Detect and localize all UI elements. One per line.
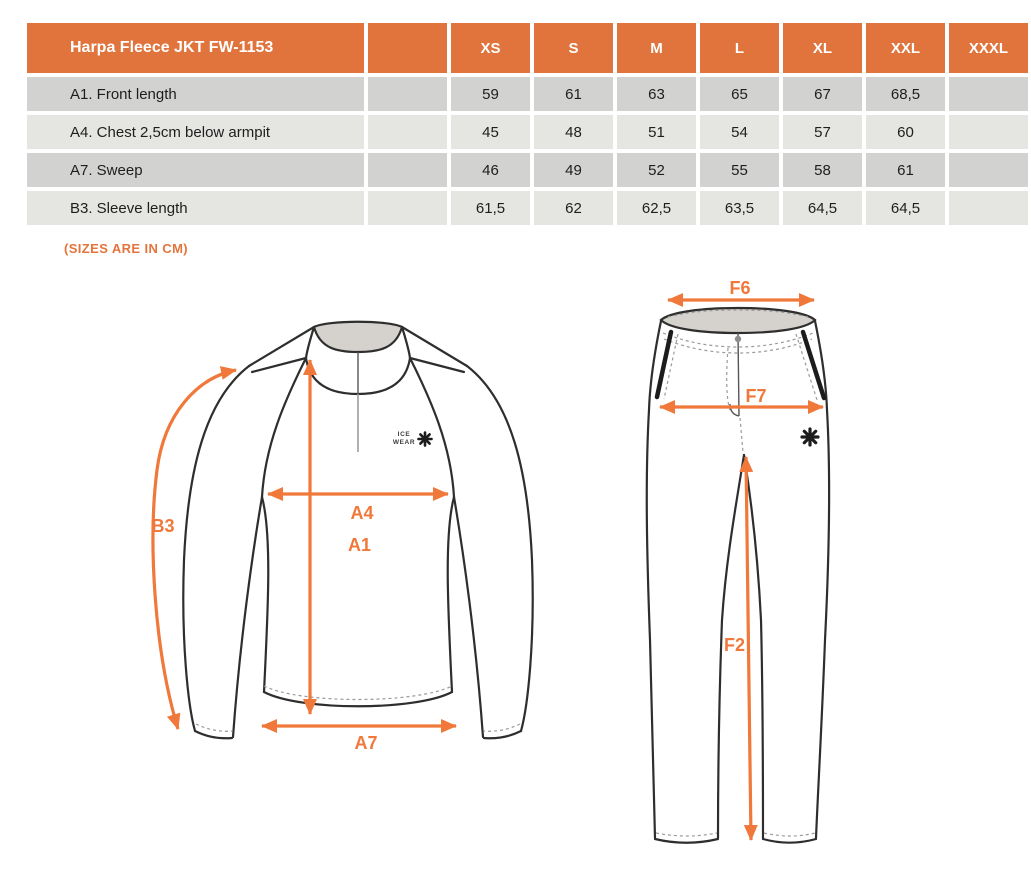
icewear-snowflake-icon bbox=[802, 429, 818, 445]
value-cell: 46 bbox=[451, 153, 530, 187]
value-cell: 60 bbox=[866, 115, 945, 149]
value-cell: 64,5 bbox=[783, 191, 862, 225]
value-cell bbox=[949, 153, 1028, 187]
value-cell bbox=[949, 115, 1028, 149]
pants-label-f6: F6 bbox=[729, 278, 751, 298]
size-header-xxxl: XXXL bbox=[949, 23, 1028, 73]
icewear-logo-text-line2: WEAR bbox=[392, 439, 416, 446]
value-cell: 45 bbox=[451, 115, 530, 149]
value-cell: 61 bbox=[534, 77, 613, 111]
value-cell: 67 bbox=[783, 77, 862, 111]
pants-label-f7: F7 bbox=[745, 386, 767, 406]
size-header-l: L bbox=[700, 23, 779, 73]
value-cell bbox=[949, 77, 1028, 111]
row-label: A1. Front length bbox=[27, 77, 364, 111]
sizes-unit-note: (SIZES ARE IN CM) bbox=[64, 241, 189, 256]
pants-label-f2: F2 bbox=[723, 635, 745, 655]
value-cell: 61,5 bbox=[451, 191, 530, 225]
value-cell: 48 bbox=[534, 115, 613, 149]
value-cell: 52 bbox=[617, 153, 696, 187]
value-cell: 55 bbox=[700, 153, 779, 187]
row-spacer-cell bbox=[368, 77, 447, 111]
jacket-label-b3: B3 bbox=[151, 516, 175, 536]
jacket-label-a7: A7 bbox=[354, 733, 378, 753]
jacket-label-a1: A1 bbox=[348, 535, 372, 555]
value-cell: 54 bbox=[700, 115, 779, 149]
size-header-xxl: XXL bbox=[866, 23, 945, 73]
value-cell: 51 bbox=[617, 115, 696, 149]
measurement-diagram bbox=[0, 260, 1031, 886]
value-cell: 68,5 bbox=[866, 77, 945, 111]
row-spacer-cell bbox=[368, 153, 447, 187]
value-cell bbox=[949, 191, 1028, 225]
size-header-m: M bbox=[617, 23, 696, 73]
value-cell: 58 bbox=[783, 153, 862, 187]
icewear-snowflake-icon bbox=[419, 433, 432, 446]
size-header-s: S bbox=[534, 23, 613, 73]
row-label: A7. Sweep bbox=[27, 153, 364, 187]
row-spacer-cell bbox=[368, 115, 447, 149]
size-header-xs: XS bbox=[451, 23, 530, 73]
waist-button bbox=[735, 336, 741, 342]
value-cell: 64,5 bbox=[866, 191, 945, 225]
value-cell: 63 bbox=[617, 77, 696, 111]
table-title: Harpa Fleece JKT FW-1153 bbox=[27, 23, 364, 73]
value-cell: 62 bbox=[534, 191, 613, 225]
value-cell: 62,5 bbox=[617, 191, 696, 225]
pants-drawing bbox=[647, 278, 829, 843]
size-header-xl: XL bbox=[783, 23, 862, 73]
header-spacer-cell bbox=[368, 23, 447, 73]
value-cell: 59 bbox=[451, 77, 530, 111]
value-cell: 57 bbox=[783, 115, 862, 149]
row-label: A4. Chest 2,5cm below armpit bbox=[27, 115, 364, 149]
value-cell: 65 bbox=[700, 77, 779, 111]
value-cell: 61 bbox=[866, 153, 945, 187]
row-label: B3. Sleeve length bbox=[27, 191, 364, 225]
jacket-label-a4: A4 bbox=[350, 503, 374, 523]
row-spacer-cell bbox=[368, 191, 447, 225]
value-cell: 49 bbox=[534, 153, 613, 187]
value-cell: 63,5 bbox=[700, 191, 779, 225]
icewear-logo-text-line1: ICE bbox=[397, 431, 411, 438]
size-table bbox=[27, 23, 1028, 225]
jacket-drawing bbox=[151, 322, 532, 753]
